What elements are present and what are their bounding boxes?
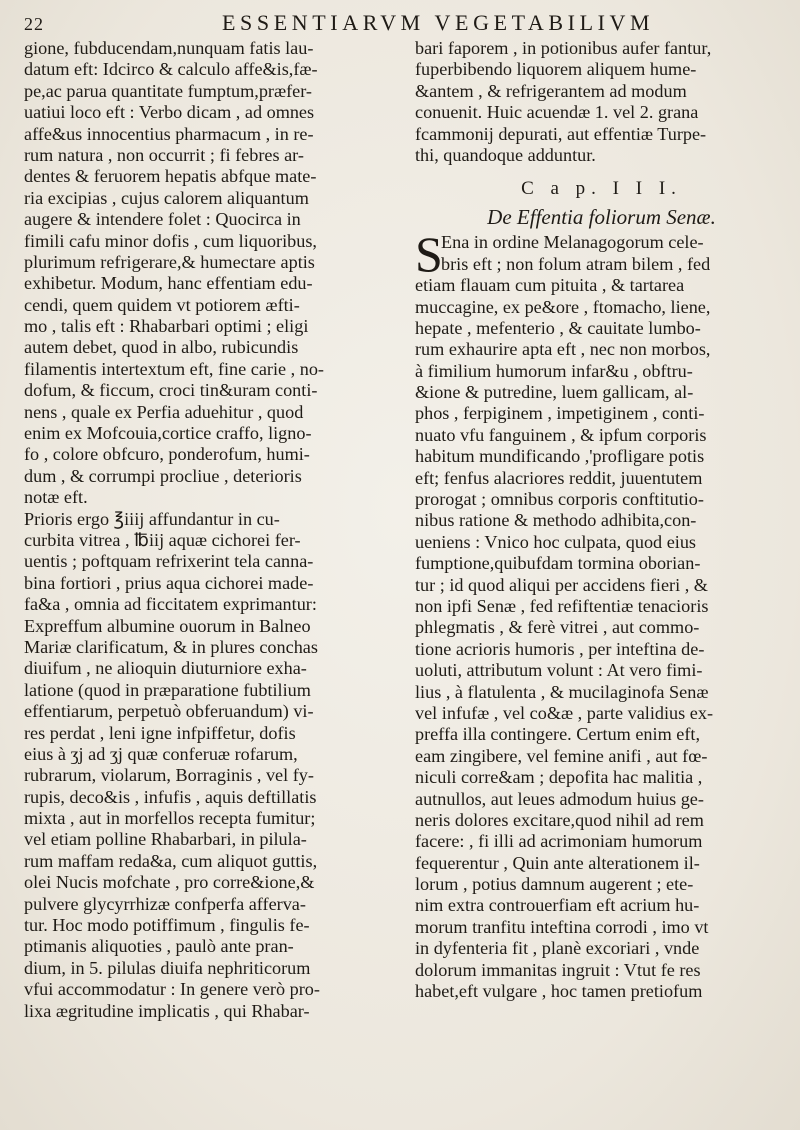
text-line: lius , à flatulenta , & mucilaginofa Senæ — [415, 681, 709, 702]
text-line: fa&a , omnia ad ficcitatem exprimantur: — [24, 594, 317, 615]
text-line: lixa ægritudine implicatis , qui Rhabar- — [24, 1000, 310, 1021]
text-line: à fimilium humorum infar&u , obftru- — [415, 360, 693, 381]
text-line: dofum, & ficcum, croci tin&uram conti- — [24, 380, 318, 401]
chapter-heading: C a p. I I I. — [521, 178, 682, 200]
text-line: rum exhaurire apta eft , nec non morbos, — [415, 339, 711, 360]
text-line: etiam flauam cum pituita , & tartarea — [415, 275, 685, 296]
drop-capital: S — [415, 226, 443, 283]
text-line: facere: , fi illi ad acrimoniam humorum — [415, 831, 703, 852]
text-line: mo , talis eft : Rhabarbari optimi ; eligi — [24, 316, 309, 337]
text-line: bina fortiori , prius aqua cichorei made- — [24, 572, 314, 593]
text-line: Expreffum albumine ouorum in Balneo — [24, 615, 311, 636]
text-line: pe,ac parua quantitate fumptum,præfer- — [24, 80, 312, 101]
text-line: diuifum , ne alioquin diuturniore exha- — [24, 658, 307, 679]
text-line: pulvere glycyrrhizæ confperfa afferva- — [24, 893, 306, 914]
text-line: rum natura , non occurrit ; fi febres ar- — [24, 144, 304, 165]
text-line: fcammonij depurati, aut effentiæ Turpe- — [415, 123, 707, 144]
text-line: niculi corre&am ; depofita hac malitia , — [415, 767, 703, 788]
text-line: Ena in ordine Melanagogorum cele- — [441, 232, 704, 253]
page-number: 22 — [24, 14, 44, 34]
text-line: &antem , & refrigerantem ad modum — [415, 80, 687, 101]
text-line: tur ; id quod aliqui per accidens fieri , & — [415, 574, 708, 595]
text-line: preffa illa contingere. Certum enim eft, — [415, 724, 700, 745]
text-line: nim extra controuerfiam eft acrium hu- — [415, 895, 700, 916]
text-line: filamentis intertextum eft, fine carie , no- — [24, 358, 324, 379]
text-line: nens , quale ex Perfia aduehitur , quod — [24, 401, 304, 422]
text-line: plurimum refrigerare,& humectare aptis — [24, 251, 315, 272]
text-line: eam zingibere, vel femine anifi , aut fœ- — [415, 745, 708, 766]
text-line: nibus ratione & methodo adhibita,con- — [415, 510, 697, 531]
text-line: dolorum immanitas ingruit : Vtut fe res — [415, 959, 701, 980]
text-line: morum tranfitu inteftina corrodi , imo vt — [415, 916, 709, 937]
text-line: rum maffam reda&a, cum aliquot guttis, — [24, 850, 318, 871]
chapter-title: De Effentia foliorum Senæ. — [487, 205, 716, 230]
text-line: prorogat ; omnibus corporis conftitutio- — [415, 489, 704, 510]
text-line: datum eft: Idcirco & calculo affe&is,fæ- — [24, 59, 318, 80]
text-line: tur. Hoc modo potiffimum , fingulis fe- — [24, 915, 310, 936]
text-line: enim ex Mofcouia,cortice craffo, ligno- — [24, 423, 312, 444]
text-line: augere & intendere folet : Quocirca in — [24, 209, 301, 230]
text-line: uoluti, attributum volunt : At vero fimi- — [415, 660, 703, 681]
text-line: ueniens : Vnico hoc culpata, quod eius — [415, 531, 697, 552]
text-line: vel etiam polline Rhabarbari, in pilula- — [24, 829, 307, 850]
chapter-body — [415, 226, 788, 1002]
text-line: autnullos, aut leues admodum huius ge- — [415, 788, 704, 809]
text-line: fo , colore obfcuro, ponderofum, humi- — [24, 444, 310, 465]
text-line: gione, fubducendam,nunquam fatis lau- — [24, 38, 314, 58]
text-line: fequerentur , Quin ante alterationem il- — [415, 852, 700, 873]
text-line: bris eft ; non folum atram bilem , fed — [441, 253, 711, 274]
right-column-top — [415, 38, 788, 166]
text-line: autem debet, quod in albo, rubicundis — [24, 337, 299, 358]
text-line: nuato vfu fanguinem , & ipfum corporis — [415, 424, 707, 445]
text-line: eius à ʒj ad ʒj quæ conferuæ rofarum, — [24, 743, 298, 764]
text-line: in dyfenteria fit , planè excoriari , vnde — [415, 938, 700, 959]
text-line: conuenit. Huic acuendæ 1. vel 2. grana — [415, 102, 699, 123]
text-line: dum , & corrumpi procliue , deterioris — [24, 465, 302, 486]
text-line: lorum , potius damnum augerent ; ete- — [415, 874, 694, 895]
text-line: Mariæ clarificatum, & in plures conchas — [24, 636, 318, 657]
text-line: tione acrioris humoris , per inteftina de- — [415, 638, 705, 659]
text-line: habitum mundificando ,'profligare potis — [415, 446, 705, 467]
text-line: rubrarum, violarum, Borraginis , vel fy- — [24, 765, 314, 786]
text-line: &ione & putredine, luem gallicam, al- — [415, 382, 694, 403]
right-column — [415, 38, 788, 1002]
text-line: muccagine, ex pe&ore , ftomacho, liene, — [415, 296, 711, 317]
text-line: vel infufæ , vel co&æ , parte validius ex- — [415, 702, 713, 723]
text-line: vfui accommodatur : In genere verò pro- — [24, 979, 320, 1000]
text-line: curbita vitrea , ℔iij aquæ cichorei fer- — [24, 529, 301, 550]
text-line: latione (quod in præparatione fubtilium — [24, 679, 311, 700]
text-line: phlegmatis , & ferè vitrei , aut commo- — [415, 617, 700, 638]
text-line: phos , ferpiginem , impetiginem , conti- — [415, 403, 705, 424]
text-line: eft; fenfus alacriores reddit, juuentutem — [415, 467, 703, 488]
text-line: non ipfi Senæ , fed refiftentiæ tenacioris — [415, 595, 709, 616]
text-line: uentis ; poftquam refrixerint tela canna- — [24, 551, 314, 572]
text-line: thi, quandoque adduntur. — [415, 144, 596, 165]
page-header — [24, 6, 770, 40]
text-line: exhibetur. Modum, hanc effentiam edu- — [24, 273, 313, 294]
text-line: neris dolores excitare,quod nihil ad rem — [415, 809, 704, 830]
text-line: fimili cafu minor dofis , cum liquoribus, — [24, 230, 317, 251]
text-line: mixta , aut in morfellos recepta fumitur; — [24, 808, 316, 829]
text-line: hepate , mefenterio , & cauitate lumbo- — [415, 317, 701, 338]
running-head: ESSENTIARVM VEGETABILIVM — [222, 10, 655, 35]
right-column-body — [415, 226, 788, 1002]
text-line: rupis, deco&is , infufis , aquis deftillatis — [24, 786, 317, 807]
text-line: fuperbibendo liquorem aliquem hume- — [415, 59, 697, 80]
text-line: fumptione,quibufdam tormina oborian- — [415, 553, 701, 574]
text-line: uatiui loco eft : Verbo dicam , ad omnes — [24, 102, 315, 123]
left-column — [24, 38, 396, 1022]
text-line: cendi, quem quidem vt potiorem æfti- — [24, 294, 300, 315]
text-line: ptimanis aliquoties , paulò ante pran- — [24, 936, 294, 957]
text-line: dentes & feruorem hepatis abfque mate- — [24, 166, 317, 187]
text-line: bari faporem , in potionibus aufer fantur, — [415, 38, 712, 58]
text-line: notæ eft. — [24, 487, 88, 508]
text-line: Prioris ergo ℥iiij affundantur in cu- — [24, 508, 280, 529]
text-line: affe&us innocentius pharmacum , in re- — [24, 123, 314, 144]
text-line: res perdat , leni igne infpiffetur, dofis — [24, 722, 296, 743]
text-line: ria excipias , cujus calorem aliquantum — [24, 187, 309, 208]
text-line: olei Nucis mofchate , pro corre&ione,& — [24, 872, 315, 893]
text-line: effentiarum, perpetuò obferuandum) vi- — [24, 701, 314, 722]
text-line: habet,eft vulgare , hoc tamen pretiofum — [415, 981, 703, 1002]
text-line: dium, in 5. pilulas diuifa nephriticorum — [24, 957, 311, 978]
